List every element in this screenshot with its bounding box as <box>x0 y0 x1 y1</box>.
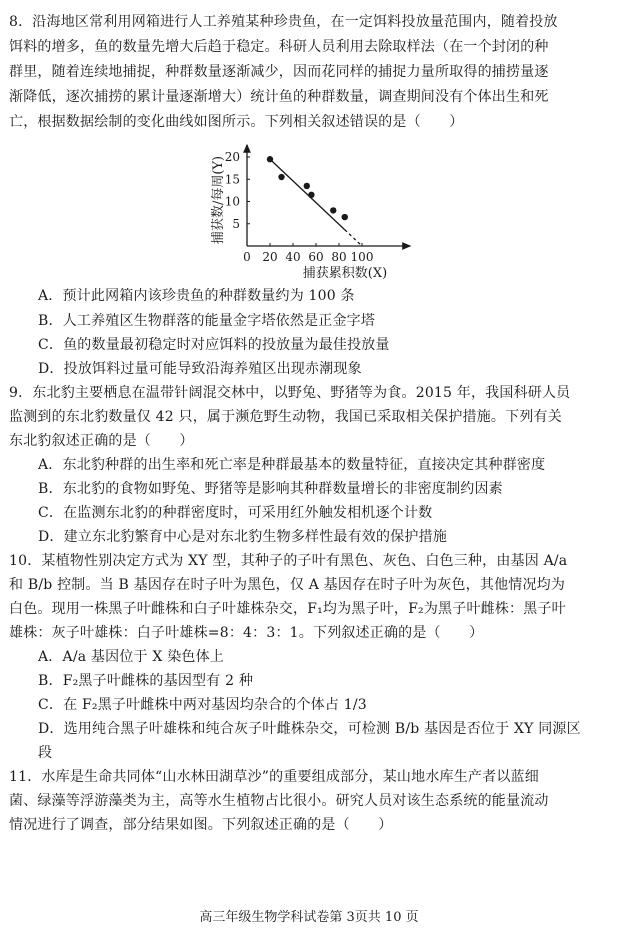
x-tick-label: 0 <box>243 250 251 264</box>
fit-line-extrapolated <box>345 230 362 246</box>
x-tick-label: 100 <box>350 250 374 264</box>
q9-option-d: D．建立东北豹繁育中心是对东北豹生物多样性最有效的保护措施 <box>38 529 448 545</box>
q9-option-b: B．东北豹的食物如野兔、野猪等是影响其种群数量增长的非密度制约因素 <box>38 481 503 497</box>
q10-option-d: D．选用纯合黑子叶雄株和纯合灰子叶雌株杂交，可检测 B/b 基因是否位于 XY 同源区 <box>38 721 581 737</box>
data-point <box>308 192 314 198</box>
q8-option-d: D．投放饵料过量可能导致沿海养殖区出现赤潮现象 <box>38 361 362 377</box>
q10-option-c: C．在 F₂黑子叶雌株中两对基因均杂合的个体占 1/3 <box>38 697 367 713</box>
data-point <box>267 156 273 162</box>
q10-option-d-continued: 段 <box>38 745 53 761</box>
y-tick-label: 15 <box>224 172 240 187</box>
q11-stem-line: 菌、绿藻等浮游藻类为主，高等水生植物占比很小。研究人员对该生态系统的能量流动 <box>9 793 549 809</box>
q11-stem-line: 11．水库是生命共同体“山水林田湖草沙”的重要组成部分，某山地水库生产者以蓝细 <box>9 769 539 785</box>
y-tick-label: 5 <box>232 216 240 231</box>
y-tick-label: 20 <box>224 150 240 164</box>
q10-option-b: B．F₂黑子叶雌株的基因型有 2 种 <box>38 673 254 689</box>
q10-stem-line: 10．某植物性别决定方式为 XY 型，其种子的子叶有黑色、灰色、白色三种，由基因 A/a <box>9 553 568 569</box>
q9-stem-line: 9．东北豹主要栖息在温带针阔混交林中，以野兔、野猪等为食。2015 年，我国科研人员 <box>9 385 571 401</box>
q9-option-a: A．东北豹种群的出生率和死亡率是种群最基本的数量特征，直接决定其种群密度 <box>38 457 546 473</box>
q8-option-a: A．预计此网箱内该珍贵鱼的种群数量约为 100 条 <box>38 288 355 304</box>
q8-stem-line: 8．沿海地区常利用网箱进行人工养殖某种珍贵鱼，在一定饵料投放量范围内，随着投放 <box>9 14 558 30</box>
data-point <box>330 207 336 213</box>
data-point <box>304 183 310 189</box>
page-footer: 高三年级生物学科试卷第 3页共 10 页 <box>199 910 419 925</box>
q10-stem-line: 白色。现用一株黑子叶雌株和白子叶雄株杂交，F₁均为黑子叶，F₂为黑子叶雌株：黑子叶 <box>9 601 566 617</box>
x-axis-label: 捕获累积数(X) <box>302 266 388 281</box>
q8-option-c: C．鱼的数量最初稳定时对应饵料的投放量为最佳投放量 <box>38 337 390 353</box>
q8-stem-line: 群里，随着连续地捕捉，种群数量逐渐减少，因而花同样的捕捉力量所取得的捕捞量逐 <box>9 64 549 80</box>
q8-option-b: B．人工养殖区生物群落的能量金字塔依然是正金字塔 <box>38 313 376 329</box>
x-tick-label: 20 <box>262 250 278 264</box>
q9-stem-line: 东北豹叙述正确的是（ ） <box>9 433 194 449</box>
q9-stem-line: 监测到的东北豹数量仅 42 只，属于濒危野生动物，我国已采取相关保护措施。下列有关 <box>9 409 562 425</box>
q10-option-a: A．A/a 基因位于 X 染色体上 <box>38 649 225 665</box>
fit-line-solid <box>270 159 345 230</box>
x-tick-label: 40 <box>285 250 301 264</box>
x-tick-label: 60 <box>308 250 324 264</box>
q8-stem-line: 饵料的增多，鱼的数量先增大后趋于稳定。科研人员利用去除取样法（在一个封闭的种 <box>9 39 549 55</box>
q8-stem-line: 亡，根据数据绘制的变化曲线如图所示。下列相关叙述错误的是（ ） <box>9 114 464 130</box>
data-point <box>342 214 348 220</box>
q10-stem-line: 和 B/b 控制。当 B 基因存在时子叶为黑色，仅 A 基因存在时子叶为灰色，其他情况均为 <box>9 577 566 593</box>
q10-stem-line: 雄株：灰子叶雄株：白子叶雄株=8：4：3：1。下列叙述正确的是（ ） <box>9 625 484 641</box>
q11-stem-line: 情况进行了调查，部分结果如图。下列叙述正确的是（ ） <box>9 817 393 833</box>
data-point <box>278 174 284 180</box>
y-tick-label: 10 <box>224 194 240 209</box>
q9-option-c: C．在监测东北豹的种群密度时，可采用红外触发相机逐个计数 <box>38 505 433 521</box>
x-tick-label: 80 <box>331 250 347 264</box>
q8-stem-line: 渐降低，逐次捕捞的累计量逐渐增大）统计鱼的种群数量，调查期间没有个体出生和死 <box>9 89 549 105</box>
y-axis-label: 捕获数/每周(Y) <box>211 155 226 245</box>
